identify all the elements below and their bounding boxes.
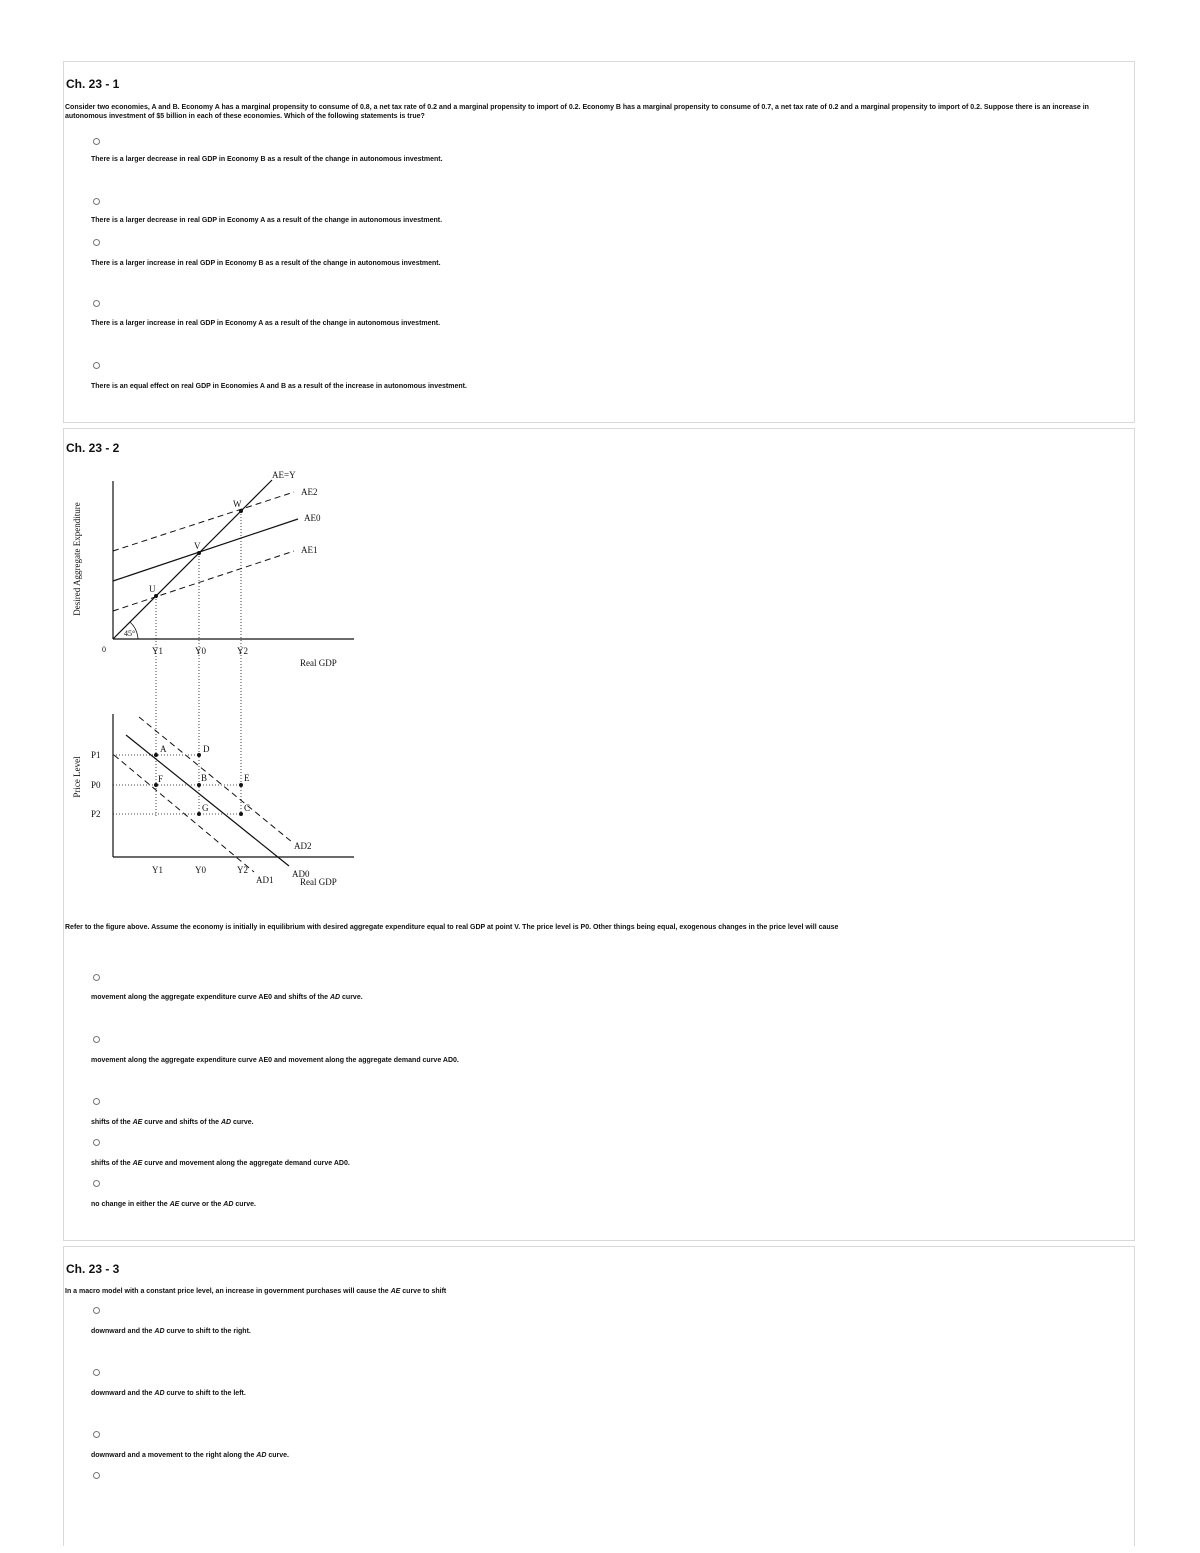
answer-radio[interactable]: [93, 974, 100, 981]
point-g-label: G: [202, 803, 209, 813]
ae1-label: AE1: [301, 545, 318, 555]
answer-option: movement along the aggregate expenditure curve AE0 and shifts of the AD curve.: [91, 994, 363, 1001]
point-d-label: D: [203, 744, 210, 754]
point-u-label: U: [149, 584, 156, 594]
point-b-label: B: [201, 773, 208, 783]
question-panel-1: [63, 61, 1135, 423]
top-ylabel: Desired Aggregate Expenditure: [72, 502, 82, 616]
point-c-label: C: [244, 803, 251, 813]
point-w-label: W: [233, 499, 242, 509]
answer-radio[interactable]: [93, 198, 100, 205]
angle-label: 45°: [124, 629, 136, 638]
ae2-label: AE2: [301, 487, 318, 497]
ae2-line: [113, 492, 294, 551]
answer-option: downward and the AD curve to shift to the right.: [91, 1328, 251, 1335]
ytick-p0: P0: [91, 780, 101, 790]
answer-radio[interactable]: [93, 1036, 100, 1043]
answer-option: There is an equal effect on real GDP in Economies A and B as a result of the increase in autonomous investment.: [91, 383, 467, 390]
answer-radio[interactable]: [93, 362, 100, 369]
answer-option: downward and a movement to the right along the AD curve.: [91, 1452, 289, 1459]
point-c: [239, 812, 243, 816]
answer-radio[interactable]: [93, 1369, 100, 1376]
point-d: [197, 753, 201, 757]
bottom-xtick-y0: Y0: [195, 865, 206, 875]
ae0-label: AE0: [304, 513, 321, 523]
answer-radio[interactable]: [93, 1307, 100, 1314]
top-xtick-y1: Y1: [152, 646, 163, 656]
answer-option: shifts of the AE curve and shifts of the AD curve.: [91, 1119, 254, 1126]
question-text: In a macro model with a constant price level, an increase in government purchases will cause the AE curve to shift: [65, 1288, 447, 1295]
question-title: Ch. 23 - 1: [66, 77, 120, 91]
answer-option: downward and the AD curve to shift to the left.: [91, 1390, 246, 1397]
answer-radio[interactable]: [93, 1139, 100, 1146]
answer-radio[interactable]: [93, 1472, 100, 1479]
answer-radio[interactable]: [93, 1180, 100, 1187]
bottom-xtick-y1: Y1: [152, 865, 163, 875]
answer-option: There is a larger decrease in real GDP in Economy B as a result of the change in autonomous investment.: [91, 156, 443, 163]
answer-option: There is a larger increase in real GDP in Economy B as a result of the change in autonomous investment.: [91, 260, 441, 267]
point-b: [197, 783, 201, 787]
top-origin: 0: [102, 645, 106, 654]
question-panel-2: [63, 428, 1135, 1241]
top-xtick-y2: Y2: [237, 646, 248, 656]
question-title: Ch. 23 - 3: [66, 1262, 120, 1276]
bottom-ylabel: Price Level: [72, 756, 82, 798]
question-text: Refer to the figure above. Assume the economy is initially in equilibrium with desired aggregate expenditure equal to real GDP at point V. The price level is P0. Other things being equal, exogenous changes in the price level will cause: [65, 924, 839, 931]
point-f-label: F: [158, 774, 164, 784]
answer-option: movement along the aggregate expenditure curve AE0 and movement along the aggregate demand curve AD0.: [91, 1057, 459, 1064]
ae1-line: [113, 551, 294, 611]
ad0-line: [126, 735, 289, 866]
economics-figure: [64, 459, 364, 899]
point-a-label: A: [160, 744, 167, 754]
ad1-line: [114, 755, 254, 872]
question-panel-3: [63, 1246, 1135, 1546]
answer-option: shifts of the AE curve and movement along the aggregate demand curve AD0.: [91, 1160, 350, 1167]
top-xlabel: Real GDP: [300, 658, 337, 668]
ad0-label: AD0: [292, 869, 310, 879]
question-title: Ch. 23 - 2: [66, 441, 120, 455]
ae0-line: [113, 519, 298, 581]
ad1-label: AD1: [256, 875, 274, 885]
answer-radio[interactable]: [93, 138, 100, 145]
ytick-p1: P1: [91, 750, 101, 760]
answer-option: no change in either the AE curve or the AD curve.: [91, 1201, 256, 1208]
answer-option: There is a larger decrease in real GDP in Economy A as a result of the change in autonomous investment.: [91, 217, 443, 224]
answer-radio[interactable]: [93, 1431, 100, 1438]
point-g: [197, 812, 201, 816]
top-xtick-y0: Y0: [195, 646, 206, 656]
answer-radio[interactable]: [93, 300, 100, 307]
ae-eq-y-line: [113, 480, 272, 639]
point-e: [239, 783, 243, 787]
ytick-p2: P2: [91, 809, 101, 819]
ad2-label: AD2: [294, 841, 312, 851]
answer-radio[interactable]: [93, 1098, 100, 1105]
bottom-xtick-y2: Y2: [237, 865, 248, 875]
point-e-label: E: [244, 773, 250, 783]
question-text: Consider two economies, A and B. Economy A has a marginal propensity to consume of 0.8, a net tax rate of 0.2 and a marginal propensity to import of 0.2. Economy B has a marginal propensity to consume of 0.7, a net tax rate of 0.2 and a marginal propensity to import of 0.2. Suppose there is an increase in autonomous investment of $5 billion in each of these economies. Which of the following statements is true?: [65, 104, 1089, 120]
bottom-xlabel: Real GDP: [300, 877, 337, 887]
ae-eq-y-label: AE=Y: [272, 470, 296, 480]
point-v-label: V: [194, 541, 201, 551]
answer-radio[interactable]: [93, 239, 100, 246]
answer-option: There is a larger increase in real GDP in Economy A as a result of the change in autonomous investment.: [91, 320, 441, 327]
point-a: [154, 753, 158, 757]
